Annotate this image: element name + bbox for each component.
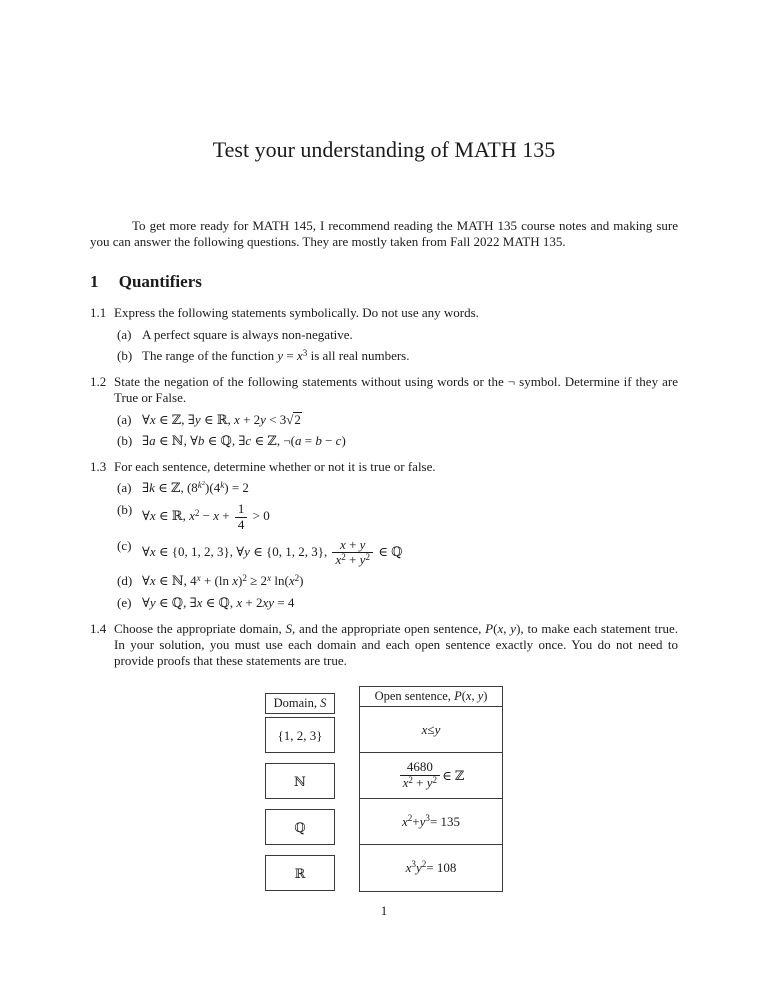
domain-table-header: Domain, S [265, 693, 335, 715]
intro-paragraph: To get more ready for MATH 145, I recommend reading the MATH 135 course notes and making sure you can answer the following questions. They are mostly taken from Fall 2022 MATH 135. [90, 218, 678, 250]
domain-table [265, 693, 335, 892]
selection-tables [90, 686, 678, 893]
subitem-label: (b) [117, 432, 133, 448]
item-number: 1.3 [90, 459, 107, 475]
item-1-2 [90, 374, 678, 449]
open-sentence-table-header: Open sentence, P(x, y) [360, 687, 502, 708]
item-number: 1.4 [90, 620, 107, 636]
page-number: 1 [380, 903, 388, 918]
item-text: Express the following statements symbolically. Do not use any words. [114, 305, 479, 321]
section-number: 1 [90, 271, 99, 291]
section-heading [90, 273, 678, 292]
subitem-label: (b) [117, 347, 133, 363]
subitem-1-3-e [114, 595, 678, 611]
math-expression: ∀x ∈ ℝ, $x^2 - x$ + $\frac{1}{4}$ > 0 [142, 500, 270, 532]
math-expression: ∀y ∈ ℚ, ∃x ∈ ℚ, x + 2xy = 4 [142, 594, 295, 610]
subitem-1-3-c [114, 538, 678, 569]
open-sentence-cell: x $^3$ y $^2$ = 108 [405, 859, 457, 876]
subitem-label: (e) [117, 594, 132, 610]
subitem-text: A perfect square is always non-negative. [142, 326, 353, 342]
math-expression: ∀x ∈ ℤ, ∃y ∈ ℝ, x + 2y < 3√2 [142, 411, 301, 427]
domain-cell: ℕ [265, 763, 335, 799]
subitem-label: (c) [117, 537, 132, 553]
subitem-1-3-a [114, 480, 678, 496]
item-1-1 [90, 305, 678, 364]
subitem-1-3-b [114, 502, 678, 533]
subitem-1-1-a [114, 327, 678, 343]
domain-cell: ℚ [265, 809, 335, 845]
item-1-3 [90, 459, 678, 611]
section-title: Quantifiers [118, 271, 202, 291]
subitem-label: (a) [117, 411, 132, 427]
item-number: 1.2 [90, 374, 107, 390]
subitem-1-3-d [114, 573, 678, 589]
subitem-1-2-b [114, 433, 678, 449]
domain-cell: ℝ [265, 855, 335, 891]
subitem-label: (a) [117, 326, 132, 342]
item-text: For each sentence, determine whether or not it is true or false. [114, 459, 436, 475]
subitem-label: (d) [117, 573, 133, 589]
subitem-1-1-b [114, 348, 678, 364]
math-expression: ∃k ∈ ℤ, $(8^{k^2})(4^k) = 2$ [142, 480, 249, 496]
math-expression: ∀x ∈ ℕ, $4^x + (\ln$ $x)^2 \ge 2^x$ $\ln(x^2)$ [142, 573, 304, 589]
item-number: 1.1 [90, 305, 107, 321]
open-sentence-cell: $\frac{4680}{x^2 + y^2}$ ∈ ℤ [360, 753, 502, 799]
subitem-1-2-a [114, 412, 678, 428]
open-sentence-table [359, 686, 503, 893]
item-text: State the negation of the following statements without using words or the ¬ symbol. Determine if they are True or False. [114, 374, 678, 406]
subitem-text: The range of the function $y = x^3$ is all real numbers. [142, 347, 410, 363]
item-1-4 [90, 621, 678, 670]
subitem-label: (b) [117, 501, 133, 517]
math-expression: ∀x ∈ {0, 1, 2, 3}, ∀y ∈ {0, 1, 2, 3}, $\frac{x + y}{x^2 + y^2}$ ∈ ℚ [142, 536, 403, 568]
math-expression: ∃a ∈ ℕ, ∀b ∈ ℚ, ∃c ∈ ℤ, ¬(a = b − c) [142, 432, 346, 448]
page-title: Test your understanding of MATH 135 [212, 137, 556, 162]
open-sentence-cell: x ≤ y [360, 707, 502, 753]
subitem-label: (a) [117, 480, 132, 496]
item-text: Choose the appropriate domain, S, and the appropriate open sentence, P(x, y), to make each statement true. In your solution, you must use each domain and each open sentence exactly once. You do not need to provide proofs that these statements are true. [114, 620, 678, 669]
domain-cell: {1, 2, 3} [265, 717, 335, 753]
open-sentence-cell: x $^2$ + y $^3$ = 135 [360, 799, 502, 845]
